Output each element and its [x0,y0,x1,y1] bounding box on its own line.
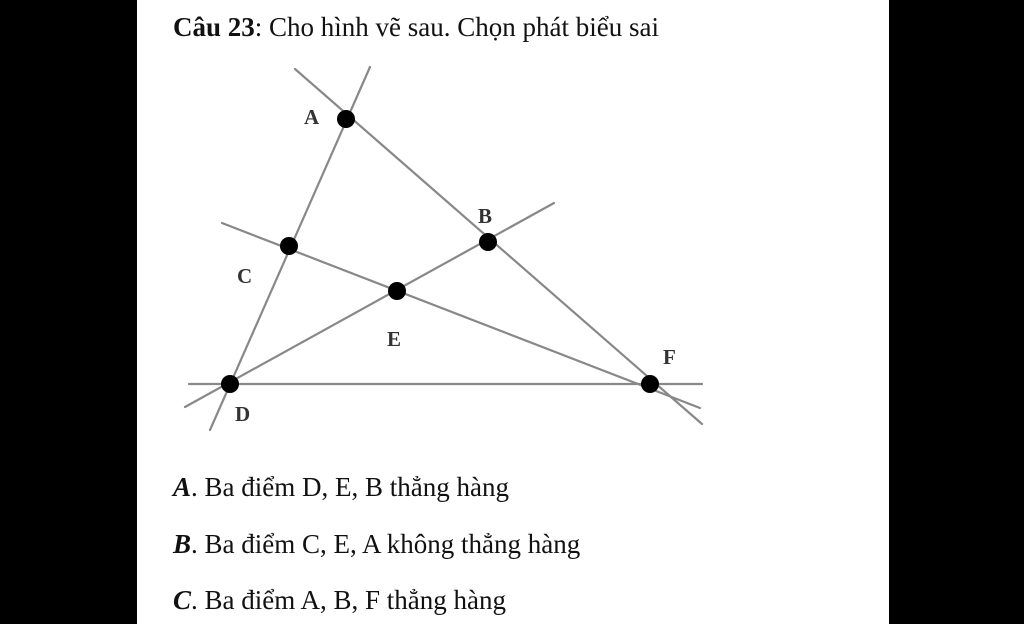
point-f-dot [641,375,659,393]
option-text: Ba điểm C, E, A không thẳng hàng [204,529,581,559]
point-label-e: E [387,327,402,351]
point-d-dot [221,375,239,393]
point-a-dot [337,110,355,128]
line-a-f [295,69,702,424]
option-c [173,585,506,616]
option-letter: B [173,529,192,559]
geometry-figure [137,0,889,450]
point-e-dot [388,282,406,300]
option-letter: C [173,585,192,615]
option-a [173,472,509,503]
document-page [137,0,889,624]
point-label-c: C [237,264,253,288]
option-letter: A [173,472,192,502]
question-number: Câu 23 [173,12,255,42]
point-c-dot [280,237,298,255]
option-separator: . [191,472,205,502]
option-separator: . [191,529,205,559]
option-separator: . [191,585,205,615]
option-text: Ba điểm D, E, B thẳng hàng [204,472,509,502]
line-d-b [185,203,554,407]
point-label-a: A [304,105,320,129]
point-label-f: F [663,345,676,369]
point-b-dot [479,233,497,251]
question-text: Cho hình vẽ sau. Chọn phát biểu sai [269,12,659,42]
option-text: Ba điểm A, B, F thẳng hàng [204,585,506,615]
option-b [173,529,580,560]
point-label-b: B [478,204,493,228]
question-separator: : [254,12,270,42]
point-label-d: D [235,402,251,426]
